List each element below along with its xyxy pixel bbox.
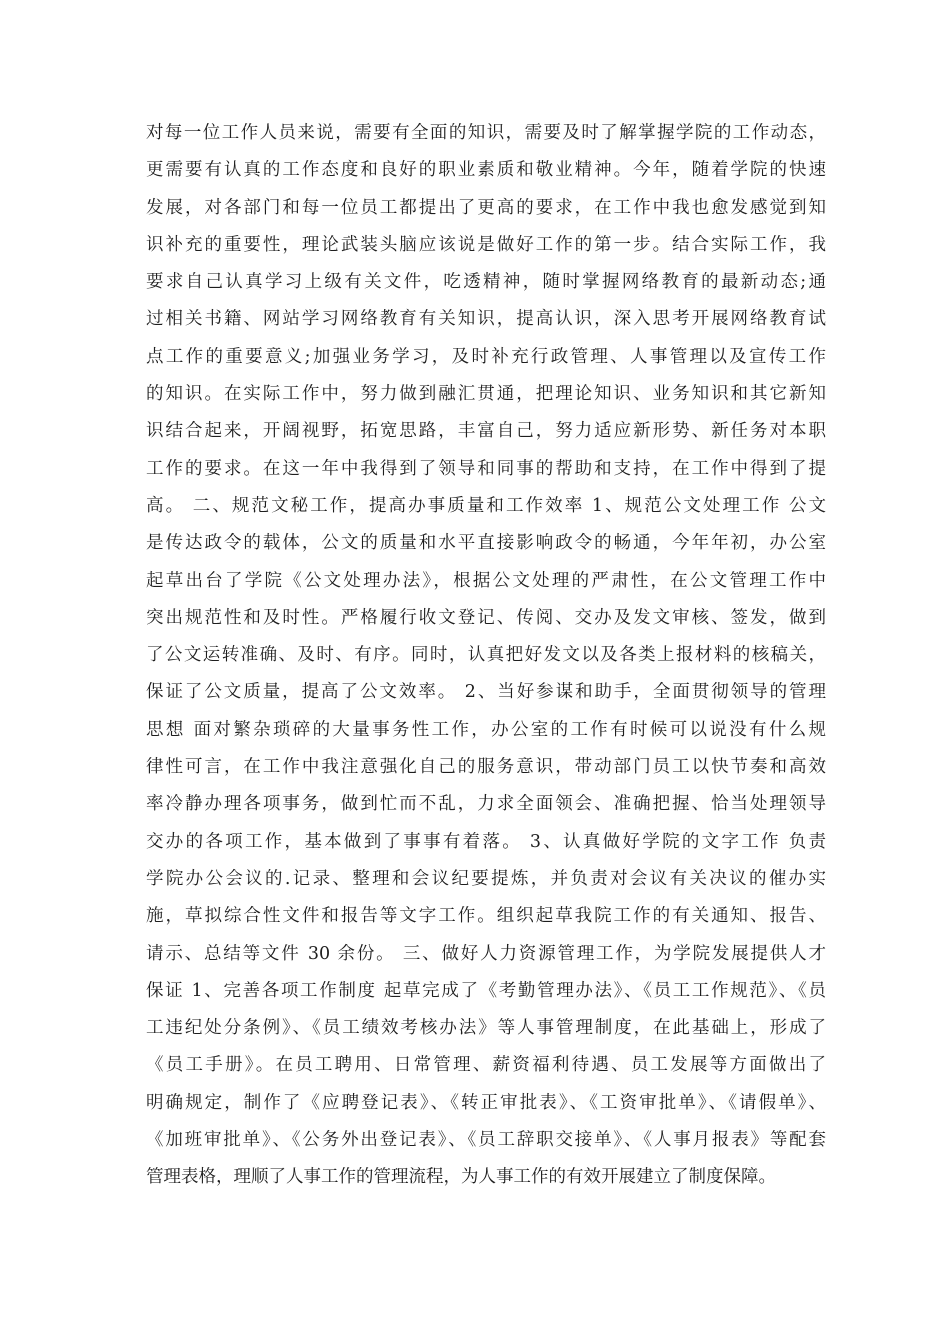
text-line: 管理表格，理顺了人事工作的管理流程，为人事工作的有效开展建立了制度保障。 — [146, 1167, 776, 1188]
text-line: 高。 二、规范文秘工作，提高办事质量和工作效率 1、规范公文处理工作 公文 — [146, 495, 826, 516]
text-line: 《员工手册》。在员工聘用、日常管理、薪资福利待遇、员工发展等方面做出了 — [146, 1055, 826, 1076]
text-line: 是传达政令的载体，公文的质量和水平直接影响政令的畅通，今年年初，办公室 — [146, 533, 826, 554]
text-line: 更需要有认真的工作态度和良好的职业素质和敬业精神。今年，随着学院的快速 — [146, 160, 826, 181]
text-line: 突出规范性和及时性。严格履行收文登记、传阅、交办及发文审核、签发，做到 — [146, 607, 826, 628]
text-line: 了公文运转准确、及时、有序。同时，认真把好发文以及各类上报材料的核稿关， — [146, 645, 826, 666]
text-line: 思想 面对繁杂琐碎的大量事务性工作，办公室的工作有时候可以说没有什么规 — [146, 719, 826, 740]
text-line: 识补充的重要性，理论武装头脑应该说是做好工作的第一步。结合实际工作，我 — [146, 234, 826, 255]
text-line: 工作的要求。在这一年中我得到了领导和同事的帮助和支持，在工作中得到了提 — [146, 458, 826, 479]
text-line: 施，草拟综合性文件和报告等文字工作。组织起草我院工作的有关通知、报告、 — [146, 906, 826, 927]
text-line: 交办的各项工作，基本做到了事事有着落。 3、认真做好学院的文字工作 负责 — [146, 831, 826, 852]
text-line: 明确规定，制作了《应聘登记表》、《转正审批表》、《工资审批单》、《请假单》、 — [146, 1092, 826, 1113]
text-line: 要求自己认真学习上级有关文件，吃透精神，随时掌握网络教育的最新动态;通 — [146, 272, 826, 293]
text-line: 律性可言，在工作中我注意强化自己的服务意识，带动部门员工以快节奏和高效 — [146, 757, 826, 778]
text-line: 过相关书籍、网站学习网络教育有关知识，提高认识，深入思考开展网络教育试 — [146, 309, 826, 330]
text-line: 学院办公会议的.记录、整理和会议纪要提炼，并负责对会议有关决议的催办实 — [146, 868, 826, 889]
text-line: 发展，对各部门和每一位员工都提出了更高的要求，在工作中我也愈发感觉到知 — [146, 197, 826, 218]
text-line: 的知识。在实际工作中，努力做到融汇贯通，把理论知识、业务知识和其它新知 — [146, 384, 826, 405]
text-line: 《加班审批单》、《公务外出登记表》、《员工辞职交接单》、《人事月报表》等配套 — [146, 1130, 826, 1151]
text-line: 识结合起来，开阔视野，拓宽思路，丰富自己，努力适应新形势、新任务对本职 — [146, 421, 826, 442]
text-line: 保证 1、完善各项工作制度 起草完成了《考勤管理办法》、《员工工作规范》、《员 — [146, 980, 826, 1001]
text-line: 工违纪处分条例》、《员工绩效考核办法》等人事管理制度，在此基础上，形成了 — [146, 1018, 826, 1039]
text-line: 保证了公文质量，提高了公文效率。 2、当好参谋和助手，全面贯彻领导的管理 — [146, 682, 826, 703]
text-line: 对每一位工作人员来说，需要有全面的知识，需要及时了解掌握学院的工作动态， — [146, 123, 826, 143]
text-line: 请示、总结等文件 30 余份。 三、做好人力资源管理工作，为学院发展提供人才 — [146, 943, 826, 964]
text-line: 率冷静办理各项事务，做到忙而不乱，力求全面领会、准确把握、恰当处理领导 — [146, 794, 826, 815]
body-text — [146, 115, 826, 1197]
text-line: 点工作的重要意义;加强业务学习，及时补充行政管理、人事管理以及宣传工作 — [146, 346, 826, 367]
text-line: 起草出台了学院《公文处理办法》，根据公文处理的严肃性，在公文管理工作中 — [146, 570, 826, 591]
